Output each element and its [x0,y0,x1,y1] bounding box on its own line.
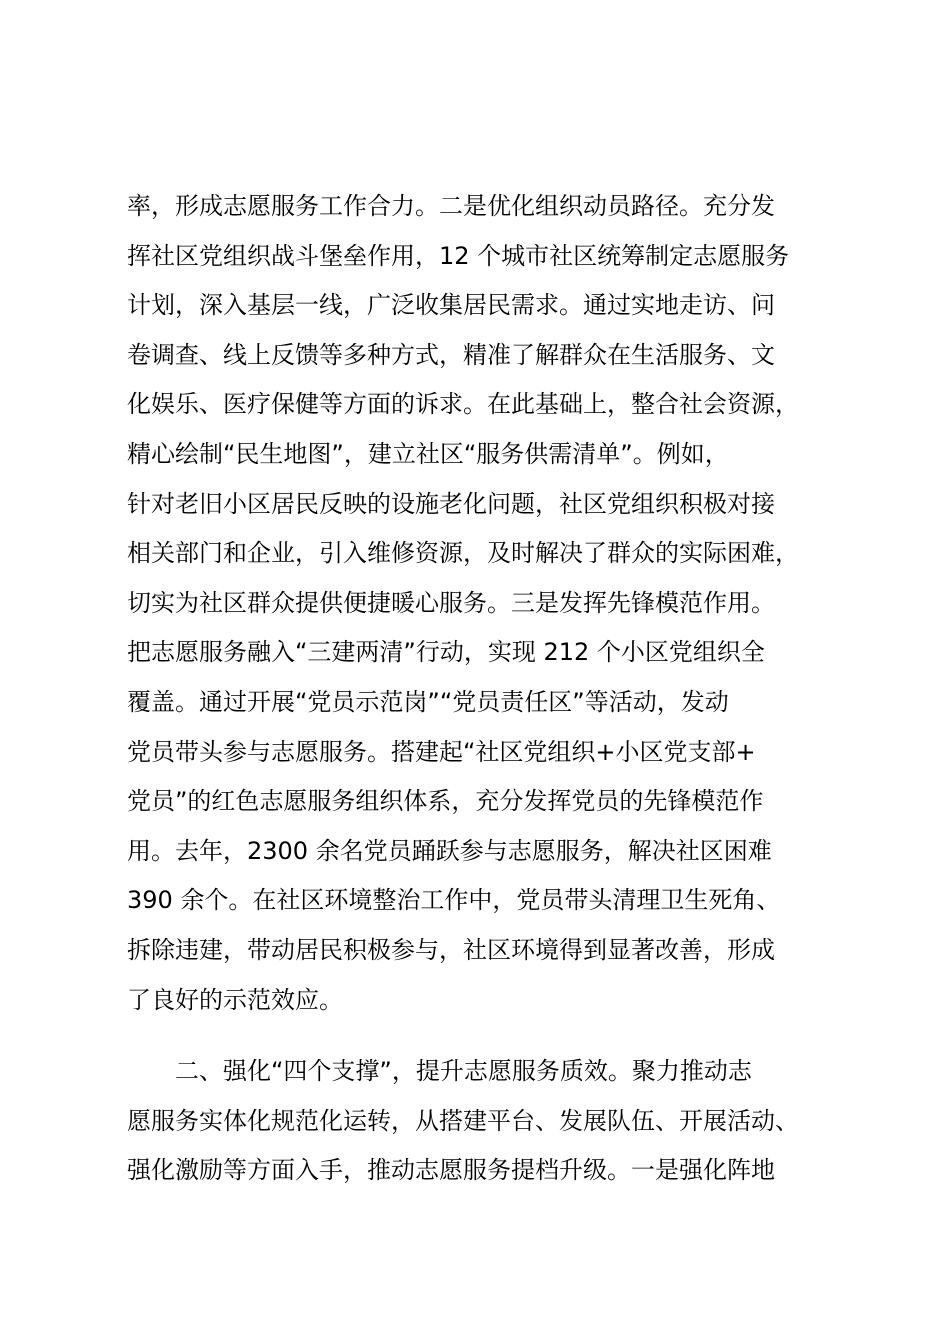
text-line: 党员带头参与志愿服务。搭建起“社区党组织+小区党支部+ [127,737,756,766]
text-line: 二、强化“四个支撑”，提升志愿服务质效。聚力推动志 [175,1057,752,1086]
text-line: 了良好的示范效应。 [127,985,343,1014]
text-line: 强化激励等方面入手，推动志愿服务提档升级。一是强化阵地 [127,1156,775,1185]
paragraph-1 [127,182,862,1025]
text-line: 相关部门和企业，引入维修资源，及时解决了群众的实际困难， [127,539,799,568]
document-body [127,182,862,1196]
paragraph-2 [127,1047,862,1196]
text-line: 化娱乐、医疗保健等方面的诉求。在此基础上，整合社会资源， [127,390,799,419]
text-line: 把志愿服务融入“三建两清”行动，实现 212 个小区党组织全 [127,638,765,667]
text-line: 卷调查、线上反馈等多种方式，精准了解群众在生活服务、文 [127,340,775,369]
text-line: 率，形成志愿服务工作合力。二是优化组织动员路径。充分发 [127,192,775,220]
text-line: 切实为社区群众提供便捷暖心服务。三是发挥先锋模范作用。 [127,588,775,617]
text-line: 拆除违建，带动居民积极参与，社区环境得到显著改善，形成 [127,935,775,964]
text-line: 覆盖。通过开展“党员示范岗”“党员责任区”等活动，发动 [127,687,729,716]
text-line: 挥社区党组织战斗堡垒作用，12 个城市社区统筹制定志愿服务 [127,241,790,270]
text-line: 党员”的红色志愿服务组织体系，充分发挥党员的先锋模范作 [127,787,764,816]
paragraph-gap [127,1025,862,1047]
text-line: 精心绘制“民生地图”，建立社区“服务供需清单”。例如， [127,439,729,468]
text-line: 用。去年，2300 余名党员踊跃参与志愿服务，解决社区困难 [127,836,772,865]
text-line: 针对老旧小区居民反映的设施老化问题，社区党组织积极对接 [127,489,775,518]
text-line: 计划，深入基层一线，广泛收集居民需求。通过实地走访、问 [127,291,775,320]
text-line: 愿服务实体化规范化运转，从搭建平台、发展队伍、开展活动、 [127,1106,799,1135]
text-line: 390 余个。在社区环境整治工作中，党员带头清理卫生死角、 [127,886,781,915]
